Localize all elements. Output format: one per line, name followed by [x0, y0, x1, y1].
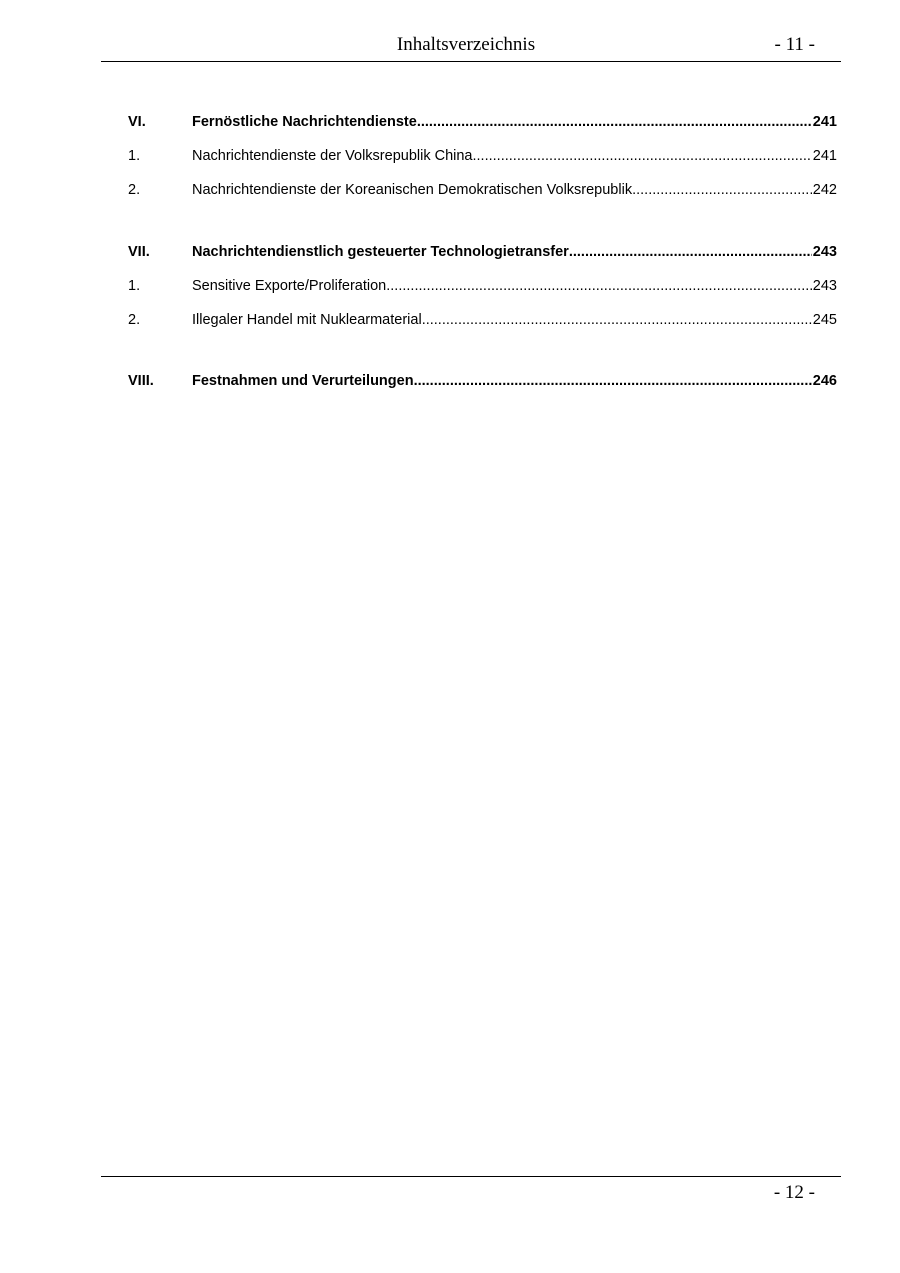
- toc-entry-vi[interactable]: [128, 112, 837, 132]
- toc-entry-vi-2[interactable]: [128, 180, 837, 200]
- toc-entry-number: 1.: [128, 148, 141, 164]
- page-footer: [101, 1176, 841, 1203]
- toc-entry-page: 243: [812, 244, 837, 260]
- toc-entry-page: 241: [812, 114, 837, 130]
- toc-entry-vi-1[interactable]: [128, 146, 837, 166]
- toc-entry-viii[interactable]: [128, 371, 837, 391]
- toc-entry-number: 2.: [128, 182, 141, 198]
- toc-entry-page: 241: [812, 148, 837, 164]
- footer-page-number: - 12 -: [773, 1182, 815, 1203]
- toc-entry-title: Nachrichtendienstlich gesteuerter Technologietransfer: [192, 244, 569, 260]
- toc-entry-vii-1[interactable]: [128, 276, 837, 296]
- toc-entry-page: 246: [812, 373, 837, 389]
- toc-entry-title: Nachrichtendienste der Volksrepublik China: [192, 148, 473, 164]
- header-title: Inhaltsverzeichnis: [396, 34, 536, 55]
- toc-entry-number: 2.: [128, 312, 141, 328]
- toc-dot-leader: [386, 276, 812, 296]
- toc-dot-leader: [632, 180, 812, 200]
- toc-entry-title: Festnahmen und Verurteilungen: [192, 373, 414, 389]
- toc-entry-number: VII.: [128, 244, 150, 260]
- toc-entry-number: 1.: [128, 278, 141, 294]
- toc-dot-leader: [414, 371, 812, 391]
- toc-entry-title: Fernöstliche Nachrichtendienste: [192, 114, 417, 130]
- toc-entry-vii[interactable]: [128, 242, 837, 262]
- toc-entry-page: 243: [812, 278, 837, 294]
- toc-entry-title: Nachrichtendienste der Koreanischen Demokratischen Volksrepublik: [192, 182, 633, 198]
- header-page-number: - 11 -: [774, 34, 815, 55]
- toc-dot-leader: [422, 310, 812, 330]
- toc-dot-leader: [569, 242, 812, 262]
- toc-entry-title: Sensitive Exporte/Proliferation: [192, 278, 387, 294]
- toc-dot-leader: [473, 146, 812, 166]
- toc-entry-number: VI.: [128, 114, 146, 130]
- page-header: [101, 30, 841, 62]
- toc-entry-page: 242: [812, 182, 837, 198]
- toc-dot-leader: [417, 112, 812, 132]
- toc-entry-vii-2[interactable]: [128, 310, 837, 330]
- toc-entry-number: VIII.: [128, 373, 154, 389]
- toc-entry-page: 245: [812, 312, 837, 328]
- toc-entry-title: Illegaler Handel mit Nuklearmaterial: [192, 312, 422, 328]
